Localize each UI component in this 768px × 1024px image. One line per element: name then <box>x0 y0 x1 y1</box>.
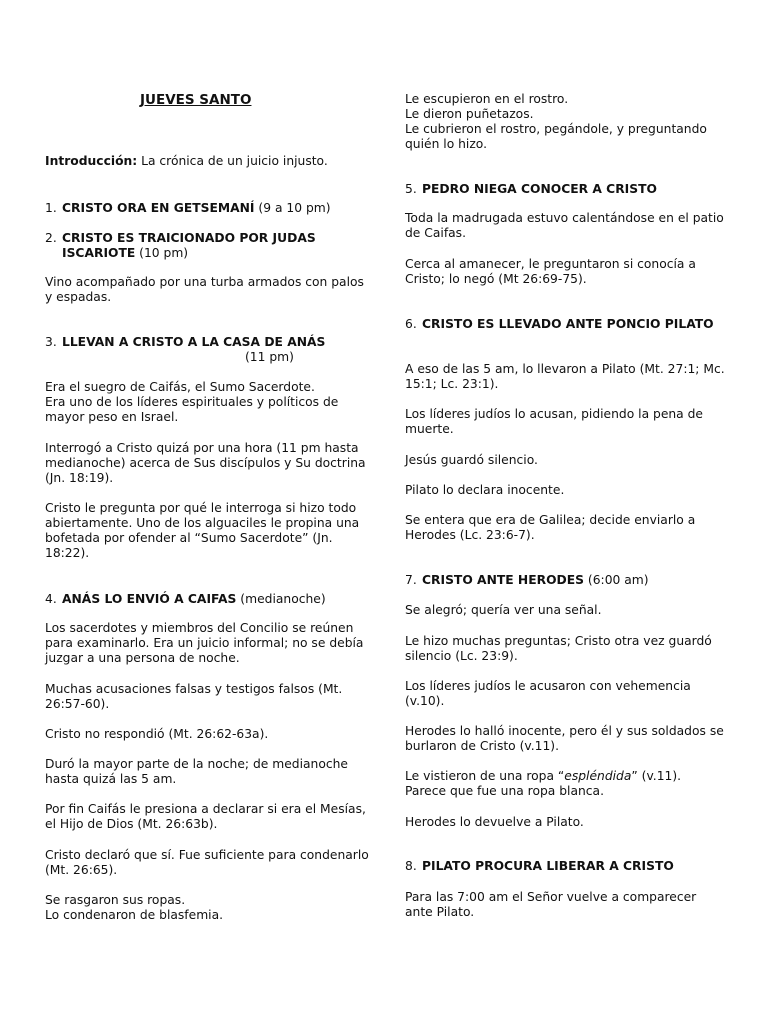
section-5-paragraph-1: Toda la madrugada estuvo calentándose en el patio de Caifas. <box>405 211 724 240</box>
intro-paragraph <box>45 154 370 169</box>
section-7-vistieron-pre: Le vistieron de una ropa “ <box>405 769 565 783</box>
section-4-heading <box>45 592 387 607</box>
section-1-title: CRISTO ORA EN GETSEMANÍ <box>62 201 255 215</box>
section-6-number: 6. <box>405 317 417 331</box>
section-4-paragraph-5: Por fin Caifás le presiona a declarar si era el Mesías, el Hijo de Dios (Mt. 26:63b). <box>45 802 366 831</box>
intro-label: Introducción: <box>45 154 138 168</box>
section-2-heading <box>45 231 387 261</box>
section-2-number: 2. <box>45 231 57 245</box>
section-2-paragraph-1: Vino acompañado por una turba armados con palos y espadas. <box>45 275 364 304</box>
section-4-line-rasgaron: Se rasgaron sus ropas. <box>45 893 186 907</box>
section-5-heading <box>405 182 742 197</box>
section-2-time: (10 pm) <box>135 246 189 260</box>
section-3-paragraph-3: Cristo le pregunta por qué le interroga si hizo todo abiertamente. Uno de los alguaciles le propina una bofetada por ofender al “Sumo Sacerdote” (Jn. 18:22). <box>45 501 360 560</box>
section-4-paragraph-7 <box>45 893 370 923</box>
section-5-number: 5. <box>405 182 417 196</box>
section-6-paragraph-4: Pilato lo declara inocente. <box>405 483 565 497</box>
page-title: JUEVES SANTO <box>140 92 252 108</box>
section-8-number: 8. <box>405 859 417 873</box>
section-6-paragraph-3: Jesús guardó silencio. <box>405 453 538 467</box>
section-7-paragraph-4: Herodes lo halló inocente, pero él y sus soldados se burlaron de Cristo (v.11). <box>405 724 724 753</box>
section-5-title: PEDRO NIEGA CONOCER A CRISTO <box>422 182 657 196</box>
section-4-title: ANÁS LO ENVIÓ A CAIFAS <box>62 592 237 606</box>
section-1-time: (9 a 10 pm) <box>254 201 331 215</box>
section-6-heading <box>405 317 742 332</box>
section-5-paragraph-2: Cerca al amanecer, le preguntaron si conocía a Cristo; lo negó (Mt 26:69-75). <box>405 257 696 286</box>
section-1-heading <box>45 201 387 216</box>
section-7-title: CRISTO ANTE HERODES <box>422 573 585 587</box>
section-3-paragraph-1 <box>45 380 370 425</box>
section-3-line-2: Era uno de los líderes espirituales y políticos de mayor peso en Israel. <box>45 395 339 424</box>
section-7-paragraph-3: Los líderes judíos le acusaron con vehemencia (v.10). <box>405 679 691 708</box>
section-8-paragraph-1: Para las 7:00 am el Señor vuelve a comparecer ante Pilato. <box>405 890 697 919</box>
section-7-number: 7. <box>405 573 417 587</box>
section-3-paragraph-2: Interrogó a Cristo quizá por una hora (11 pm hasta medianoche) acerca de Sus discípulos y Su doctrina (Jn. 18:19). <box>45 441 366 485</box>
section-8-heading <box>405 859 742 874</box>
section-4-line-escupieron: Le escupieron en el rostro. <box>405 92 569 106</box>
section-3-time: (11 pm) <box>245 350 294 364</box>
section-7-paragraph-1: Se alegró; quería ver una señal. <box>405 603 602 617</box>
section-6-paragraph-1: A eso de las 5 am, lo llevaron a Pilato (Mt. 27:1; Mc. 15:1; Lc. 23:1). <box>405 362 725 391</box>
section-4-line-punetazos: Le dieron puñetazos. <box>405 107 534 121</box>
section-7-paragraph-2: Le hizo muchas preguntas; Cristo otra vez guardó silencio (Lc. 23:9). <box>405 634 712 663</box>
section-4-time: (medianoche) <box>236 592 326 606</box>
section-7-time: (6:00 am) <box>584 573 649 587</box>
section-7-paragraph-5 <box>405 769 725 799</box>
section-6-paragraph-5: Se entera que era de Galilea; decide enviarlo a Herodes (Lc. 23:6-7). <box>405 513 696 542</box>
section-4-continued <box>405 92 725 152</box>
intro-text: La crónica de un juicio injusto. <box>137 154 328 168</box>
section-3-line-1: Era el suegro de Caifás, el Sumo Sacerdote. <box>45 380 315 394</box>
section-7-paragraph-6: Herodes lo devuelve a Pilato. <box>405 815 584 829</box>
section-4-paragraph-4: Duró la mayor parte de la noche; de medianoche hasta quizá las 5 am. <box>45 757 348 786</box>
section-4-number: 4. <box>45 592 57 606</box>
section-7-ropa-blanca: Parece que fue una ropa blanca. <box>405 784 605 798</box>
section-6-title: CRISTO ES LLEVADO ANTE PONCIO PILATO <box>422 317 714 331</box>
section-6-paragraph-2: Los líderes judíos lo acusan, pidiendo la pena de muerte. <box>405 407 703 436</box>
section-3-heading <box>45 335 387 365</box>
section-3-title: LLEVAN A CRISTO A LA CASA DE ANÁS <box>62 335 326 349</box>
section-1-number: 1. <box>45 201 57 215</box>
section-3-number: 3. <box>45 335 57 349</box>
section-4-paragraph-3: Cristo no respondió (Mt. 26:62-63a). <box>45 727 269 741</box>
section-4-paragraph-6: Cristo declaró que sí. Fue suficiente para condenarlo (Mt. 26:65). <box>45 848 369 877</box>
section-4-line-condenaron: Lo condenaron de blasfemia. <box>45 908 224 922</box>
section-7-vistieron-post: ” (v.11). <box>631 769 682 783</box>
section-7-heading <box>405 573 742 588</box>
section-7-esplendida: espléndida <box>564 769 632 783</box>
section-2-title: CRISTO ES TRAICIONADO POR JUDAS ISCARIOTE <box>62 231 316 260</box>
section-4-paragraph-2: Muchas acusaciones falsas y testigos falsos (Mt. 26:57-60). <box>45 682 343 711</box>
section-4-line-cubrieron: Le cubrieron el rostro, pegándole, y preguntando quién lo hizo. <box>405 122 707 151</box>
section-8-title: PILATO PROCURA LIBERAR A CRISTO <box>422 859 674 873</box>
section-4-paragraph-1: Los sacerdotes y miembros del Concilio se reúnen para examinarlo. Era un juicio informal; no se debía juzgar a una persona de noche. <box>45 621 364 665</box>
